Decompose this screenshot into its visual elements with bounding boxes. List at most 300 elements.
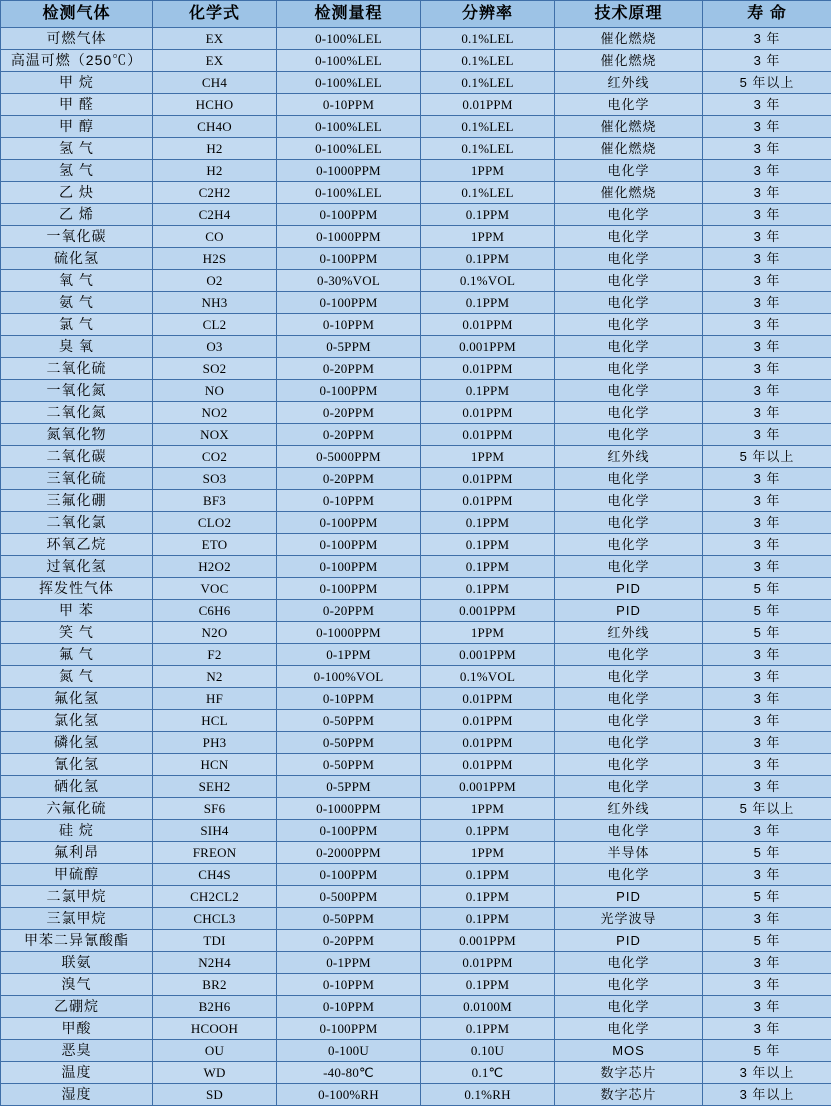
cell-resolution: 0.1PPM — [421, 864, 555, 886]
cell-range: 0-100PPM — [277, 292, 421, 314]
cell-resolution: 0.01PPM — [421, 710, 555, 732]
cell-principle: 电化学 — [555, 754, 703, 776]
cell-principle: 电化学 — [555, 248, 703, 270]
cell-gas: 三氟化硼 — [1, 490, 153, 512]
cell-principle: 电化学 — [555, 512, 703, 534]
cell-lifespan: 3 年 — [703, 248, 831, 270]
cell-resolution: 0.01PPM — [421, 490, 555, 512]
cell-formula: SD — [153, 1084, 277, 1106]
cell-lifespan: 3 年 — [703, 28, 831, 50]
table-row — [1, 446, 831, 468]
cell-resolution: 0.01PPM — [421, 468, 555, 490]
cell-lifespan: 3 年 — [703, 292, 831, 314]
table-row — [1, 820, 831, 842]
table-row — [1, 930, 831, 952]
cell-resolution: 0.01PPM — [421, 94, 555, 116]
table-row — [1, 688, 831, 710]
cell-principle: 红外线 — [555, 622, 703, 644]
cell-principle: 催化燃烧 — [555, 28, 703, 50]
table-row — [1, 952, 831, 974]
cell-formula: BF3 — [153, 490, 277, 512]
cell-principle: 数字芯片 — [555, 1084, 703, 1106]
cell-principle: 电化学 — [555, 776, 703, 798]
cell-lifespan: 3 年 — [703, 710, 831, 732]
table-row — [1, 204, 831, 226]
cell-principle: 电化学 — [555, 160, 703, 182]
cell-formula: C2H4 — [153, 204, 277, 226]
cell-formula: HCN — [153, 754, 277, 776]
cell-gas: 甲 醇 — [1, 116, 153, 138]
table-row — [1, 974, 831, 996]
table-row — [1, 50, 831, 72]
cell-formula: CO2 — [153, 446, 277, 468]
cell-resolution: 0.1PPM — [421, 578, 555, 600]
table-row — [1, 842, 831, 864]
cell-lifespan: 3 年 — [703, 754, 831, 776]
cell-formula: H2 — [153, 160, 277, 182]
cell-gas: 环氧乙烷 — [1, 534, 153, 556]
cell-formula: H2S — [153, 248, 277, 270]
table-row — [1, 270, 831, 292]
cell-resolution: 0.1℃ — [421, 1062, 555, 1084]
cell-resolution: 0.0100M — [421, 996, 555, 1018]
cell-resolution: 1PPM — [421, 842, 555, 864]
cell-formula: EX — [153, 50, 277, 72]
table-row — [1, 864, 831, 886]
cell-lifespan: 5 年 — [703, 600, 831, 622]
cell-formula: FREON — [153, 842, 277, 864]
cell-formula: N2 — [153, 666, 277, 688]
cell-lifespan: 3 年 — [703, 776, 831, 798]
cell-formula: HCL — [153, 710, 277, 732]
cell-principle: 电化学 — [555, 732, 703, 754]
cell-gas: 挥发性气体 — [1, 578, 153, 600]
cell-gas: 甲苯二异氰酸酯 — [1, 930, 153, 952]
cell-range: 0-20PPM — [277, 468, 421, 490]
table-row — [1, 1040, 831, 1062]
cell-resolution: 0.01PPM — [421, 754, 555, 776]
table-row — [1, 776, 831, 798]
cell-range: 0-100U — [277, 1040, 421, 1062]
cell-resolution: 1PPM — [421, 226, 555, 248]
cell-range: 0-100%LEL — [277, 138, 421, 160]
cell-principle: 电化学 — [555, 424, 703, 446]
table-row — [1, 710, 831, 732]
cell-principle: 电化学 — [555, 952, 703, 974]
cell-range: 0-20PPM — [277, 930, 421, 952]
cell-resolution: 0.1PPM — [421, 1018, 555, 1040]
cell-resolution: 0.001PPM — [421, 336, 555, 358]
cell-lifespan: 5 年 — [703, 930, 831, 952]
table-row — [1, 600, 831, 622]
table-row — [1, 336, 831, 358]
cell-principle: 电化学 — [555, 490, 703, 512]
cell-lifespan: 3 年 — [703, 644, 831, 666]
cell-gas: 硅 烷 — [1, 820, 153, 842]
cell-lifespan: 5 年 — [703, 1040, 831, 1062]
table-row — [1, 798, 831, 820]
cell-resolution: 0.01PPM — [421, 424, 555, 446]
cell-formula: F2 — [153, 644, 277, 666]
cell-principle: 催化燃烧 — [555, 50, 703, 72]
cell-resolution: 0.1PPM — [421, 974, 555, 996]
cell-resolution: 0.001PPM — [421, 776, 555, 798]
cell-range: 0-1000PPM — [277, 622, 421, 644]
cell-formula: CH4O — [153, 116, 277, 138]
cell-range: 0-10PPM — [277, 974, 421, 996]
cell-range: 0-2000PPM — [277, 842, 421, 864]
cell-lifespan: 3 年 — [703, 996, 831, 1018]
cell-gas: 二氧化硫 — [1, 358, 153, 380]
cell-lifespan: 3 年 — [703, 468, 831, 490]
cell-principle: 电化学 — [555, 710, 703, 732]
cell-formula: N2H4 — [153, 952, 277, 974]
cell-gas: 氧 气 — [1, 270, 153, 292]
cell-lifespan: 3 年 — [703, 402, 831, 424]
cell-resolution: 0.1%LEL — [421, 116, 555, 138]
column-header-lifespan: 寿 命 — [703, 1, 831, 28]
cell-gas: 可燃气体 — [1, 28, 153, 50]
cell-lifespan: 5 年 — [703, 886, 831, 908]
cell-lifespan: 3 年 — [703, 534, 831, 556]
cell-formula: O3 — [153, 336, 277, 358]
cell-principle: 电化学 — [555, 270, 703, 292]
cell-principle: 电化学 — [555, 336, 703, 358]
cell-formula: O2 — [153, 270, 277, 292]
table-row — [1, 402, 831, 424]
cell-gas: 臭 氧 — [1, 336, 153, 358]
table-row — [1, 182, 831, 204]
cell-lifespan: 5 年 — [703, 622, 831, 644]
column-header-resolution: 分辨率 — [421, 1, 555, 28]
cell-range: 0-100PPM — [277, 248, 421, 270]
cell-range: 0-10PPM — [277, 490, 421, 512]
cell-resolution: 0.1PPM — [421, 512, 555, 534]
cell-gas: 硫化氢 — [1, 248, 153, 270]
cell-formula: SO3 — [153, 468, 277, 490]
cell-lifespan: 5 年以上 — [703, 446, 831, 468]
cell-range: 0-100PPM — [277, 556, 421, 578]
cell-gas: 氟 气 — [1, 644, 153, 666]
cell-resolution: 0.1%LEL — [421, 138, 555, 160]
cell-gas: 氢 气 — [1, 160, 153, 182]
cell-resolution: 1PPM — [421, 622, 555, 644]
table-body — [1, 28, 831, 1106]
cell-range: 0-1PPM — [277, 952, 421, 974]
cell-resolution: 0.01PPM — [421, 732, 555, 754]
cell-formula: CO — [153, 226, 277, 248]
cell-lifespan: 3 年 — [703, 424, 831, 446]
cell-resolution: 0.1%LEL — [421, 28, 555, 50]
cell-principle: 电化学 — [555, 974, 703, 996]
cell-principle: 电化学 — [555, 864, 703, 886]
table-row — [1, 578, 831, 600]
cell-gas: 氮 气 — [1, 666, 153, 688]
table-row — [1, 28, 831, 50]
cell-lifespan: 3 年 — [703, 270, 831, 292]
cell-lifespan: 3 年 — [703, 820, 831, 842]
cell-gas: 二氧化氮 — [1, 402, 153, 424]
cell-principle: PID — [555, 578, 703, 600]
cell-lifespan: 3 年 — [703, 688, 831, 710]
table-row — [1, 512, 831, 534]
cell-lifespan: 3 年 — [703, 380, 831, 402]
table-row — [1, 248, 831, 270]
cell-resolution: 0.1PPM — [421, 886, 555, 908]
cell-range: 0-100PPM — [277, 1018, 421, 1040]
cell-resolution: 0.1%RH — [421, 1084, 555, 1106]
cell-resolution: 0.1PPM — [421, 380, 555, 402]
cell-lifespan: 5 年以上 — [703, 72, 831, 94]
cell-formula: CH4 — [153, 72, 277, 94]
table-row — [1, 908, 831, 930]
cell-gas: 恶臭 — [1, 1040, 153, 1062]
table-row — [1, 996, 831, 1018]
cell-principle: 半导体 — [555, 842, 703, 864]
cell-gas: 高温可燃（250℃） — [1, 50, 153, 72]
table-row — [1, 72, 831, 94]
cell-formula: ETO — [153, 534, 277, 556]
table-row — [1, 666, 831, 688]
cell-lifespan: 3 年 — [703, 952, 831, 974]
cell-lifespan: 3 年 — [703, 160, 831, 182]
cell-lifespan: 3 年 — [703, 314, 831, 336]
cell-range: 0-20PPM — [277, 600, 421, 622]
cell-formula: BR2 — [153, 974, 277, 996]
table-row — [1, 622, 831, 644]
cell-formula: N2O — [153, 622, 277, 644]
cell-principle: 电化学 — [555, 666, 703, 688]
cell-gas: 三氧化硫 — [1, 468, 153, 490]
cell-range: 0-100%LEL — [277, 28, 421, 50]
cell-resolution: 0.001PPM — [421, 600, 555, 622]
cell-formula: VOC — [153, 578, 277, 600]
cell-gas: 氟利昂 — [1, 842, 153, 864]
cell-principle: 电化学 — [555, 314, 703, 336]
cell-gas: 氰化氢 — [1, 754, 153, 776]
cell-range: 0-5PPM — [277, 776, 421, 798]
cell-range: 0-1000PPM — [277, 160, 421, 182]
cell-formula: HF — [153, 688, 277, 710]
cell-lifespan: 3 年 — [703, 138, 831, 160]
table-row — [1, 754, 831, 776]
table-row — [1, 292, 831, 314]
cell-resolution: 0.01PPM — [421, 952, 555, 974]
cell-formula: C2H2 — [153, 182, 277, 204]
cell-range: 0-100PPM — [277, 864, 421, 886]
cell-lifespan: 3 年 — [703, 974, 831, 996]
cell-formula: CHCL3 — [153, 908, 277, 930]
cell-resolution: 0.1%VOL — [421, 270, 555, 292]
cell-resolution: 0.10U — [421, 1040, 555, 1062]
column-header-formula: 化学式 — [153, 1, 277, 28]
cell-principle: 电化学 — [555, 204, 703, 226]
cell-gas: 乙 烯 — [1, 204, 153, 226]
cell-principle: 电化学 — [555, 468, 703, 490]
cell-resolution: 0.1%VOL — [421, 666, 555, 688]
cell-gas: 氯化氢 — [1, 710, 153, 732]
cell-principle: 红外线 — [555, 798, 703, 820]
cell-lifespan: 3 年 — [703, 358, 831, 380]
cell-formula: NOX — [153, 424, 277, 446]
cell-resolution: 0.1%LEL — [421, 50, 555, 72]
column-header-range: 检测量程 — [277, 1, 421, 28]
cell-principle: 催化燃烧 — [555, 138, 703, 160]
cell-lifespan: 3 年以上 — [703, 1062, 831, 1084]
cell-gas: 甲 烷 — [1, 72, 153, 94]
table-row — [1, 1084, 831, 1106]
cell-resolution: 0.01PPM — [421, 402, 555, 424]
cell-resolution: 0.1PPM — [421, 534, 555, 556]
cell-gas: 温度 — [1, 1062, 153, 1084]
cell-range: 0-100%VOL — [277, 666, 421, 688]
cell-formula: CLO2 — [153, 512, 277, 534]
cell-principle: 催化燃烧 — [555, 116, 703, 138]
cell-formula: SEH2 — [153, 776, 277, 798]
cell-range: 0-100%LEL — [277, 182, 421, 204]
table-row — [1, 1018, 831, 1040]
cell-principle: 电化学 — [555, 688, 703, 710]
cell-range: 0-10PPM — [277, 94, 421, 116]
cell-gas: 磷化氢 — [1, 732, 153, 754]
cell-range: 0-100PPM — [277, 380, 421, 402]
cell-gas: 六氟化硫 — [1, 798, 153, 820]
cell-range: 0-1000PPM — [277, 226, 421, 248]
cell-resolution: 0.01PPM — [421, 688, 555, 710]
cell-range: -40-80℃ — [277, 1062, 421, 1084]
cell-principle: PID — [555, 886, 703, 908]
cell-range: 0-5000PPM — [277, 446, 421, 468]
cell-resolution: 1PPM — [421, 798, 555, 820]
cell-gas: 笑 气 — [1, 622, 153, 644]
cell-principle: 电化学 — [555, 402, 703, 424]
cell-formula: H2 — [153, 138, 277, 160]
cell-gas: 二氧化氯 — [1, 512, 153, 534]
cell-gas: 硒化氢 — [1, 776, 153, 798]
cell-gas: 乙硼烷 — [1, 996, 153, 1018]
cell-lifespan: 3 年 — [703, 182, 831, 204]
cell-resolution: 0.1%LEL — [421, 182, 555, 204]
cell-principle: 数字芯片 — [555, 1062, 703, 1084]
table-header — [1, 1, 831, 28]
cell-gas: 溴气 — [1, 974, 153, 996]
cell-resolution: 0.01PPM — [421, 314, 555, 336]
cell-lifespan: 3 年 — [703, 1018, 831, 1040]
table-row — [1, 160, 831, 182]
cell-principle: PID — [555, 600, 703, 622]
cell-lifespan: 3 年 — [703, 94, 831, 116]
cell-range: 0-100PPM — [277, 204, 421, 226]
cell-resolution: 0.1PPM — [421, 292, 555, 314]
table-row — [1, 94, 831, 116]
cell-resolution: 0.1PPM — [421, 248, 555, 270]
cell-formula: CL2 — [153, 314, 277, 336]
cell-principle: 电化学 — [555, 358, 703, 380]
cell-gas: 氨 气 — [1, 292, 153, 314]
cell-range: 0-30%VOL — [277, 270, 421, 292]
cell-gas: 氟化氢 — [1, 688, 153, 710]
table-row — [1, 468, 831, 490]
cell-gas: 过氧化氢 — [1, 556, 153, 578]
cell-formula: H2O2 — [153, 556, 277, 578]
cell-range: 0-100PPM — [277, 820, 421, 842]
cell-resolution: 1PPM — [421, 160, 555, 182]
table-header-row — [1, 1, 831, 28]
table-row — [1, 424, 831, 446]
cell-range: 0-100PPM — [277, 578, 421, 600]
cell-principle: 电化学 — [555, 534, 703, 556]
cell-gas: 甲 醛 — [1, 94, 153, 116]
cell-principle: 电化学 — [555, 556, 703, 578]
cell-formula: CH4S — [153, 864, 277, 886]
cell-gas: 甲酸 — [1, 1018, 153, 1040]
table-row — [1, 556, 831, 578]
cell-principle: PID — [555, 930, 703, 952]
cell-gas: 乙 炔 — [1, 182, 153, 204]
cell-range: 0-500PPM — [277, 886, 421, 908]
column-header-principle: 技术原理 — [555, 1, 703, 28]
cell-formula: HCHO — [153, 94, 277, 116]
table-row — [1, 358, 831, 380]
cell-lifespan: 3 年 — [703, 732, 831, 754]
cell-range: 0-1000PPM — [277, 798, 421, 820]
cell-principle: 电化学 — [555, 226, 703, 248]
cell-principle: 催化燃烧 — [555, 182, 703, 204]
cell-gas: 一氧化氮 — [1, 380, 153, 402]
cell-range: 0-100%LEL — [277, 116, 421, 138]
cell-resolution: 0.001PPM — [421, 644, 555, 666]
cell-range: 0-100%LEL — [277, 50, 421, 72]
cell-gas: 一氧化碳 — [1, 226, 153, 248]
cell-formula: EX — [153, 28, 277, 50]
cell-lifespan: 3 年以上 — [703, 1084, 831, 1106]
cell-range: 0-50PPM — [277, 732, 421, 754]
cell-formula: TDI — [153, 930, 277, 952]
cell-range: 0-10PPM — [277, 688, 421, 710]
table-row — [1, 138, 831, 160]
cell-formula: B2H6 — [153, 996, 277, 1018]
cell-resolution: 0.1PPM — [421, 908, 555, 930]
cell-principle: 电化学 — [555, 292, 703, 314]
cell-range: 0-50PPM — [277, 710, 421, 732]
cell-range: 0-10PPM — [277, 314, 421, 336]
cell-gas: 二氧化碳 — [1, 446, 153, 468]
cell-formula: OU — [153, 1040, 277, 1062]
cell-range: 0-100PPM — [277, 512, 421, 534]
cell-resolution: 0.1PPM — [421, 204, 555, 226]
cell-formula: NH3 — [153, 292, 277, 314]
table-row — [1, 490, 831, 512]
cell-resolution: 0.1%LEL — [421, 72, 555, 94]
cell-lifespan: 3 年 — [703, 204, 831, 226]
cell-range: 0-20PPM — [277, 424, 421, 446]
cell-gas: 氮氧化物 — [1, 424, 153, 446]
cell-gas: 二氯甲烷 — [1, 886, 153, 908]
table-row — [1, 380, 831, 402]
table-row — [1, 226, 831, 248]
cell-range: 0-100%LEL — [277, 72, 421, 94]
cell-range: 0-50PPM — [277, 908, 421, 930]
cell-gas: 湿度 — [1, 1084, 153, 1106]
cell-lifespan: 3 年 — [703, 226, 831, 248]
cell-gas: 氯 气 — [1, 314, 153, 336]
cell-lifespan: 3 年 — [703, 50, 831, 72]
cell-lifespan: 5 年以上 — [703, 798, 831, 820]
cell-lifespan: 3 年 — [703, 336, 831, 358]
table-row — [1, 644, 831, 666]
cell-range: 0-20PPM — [277, 402, 421, 424]
cell-lifespan: 3 年 — [703, 556, 831, 578]
